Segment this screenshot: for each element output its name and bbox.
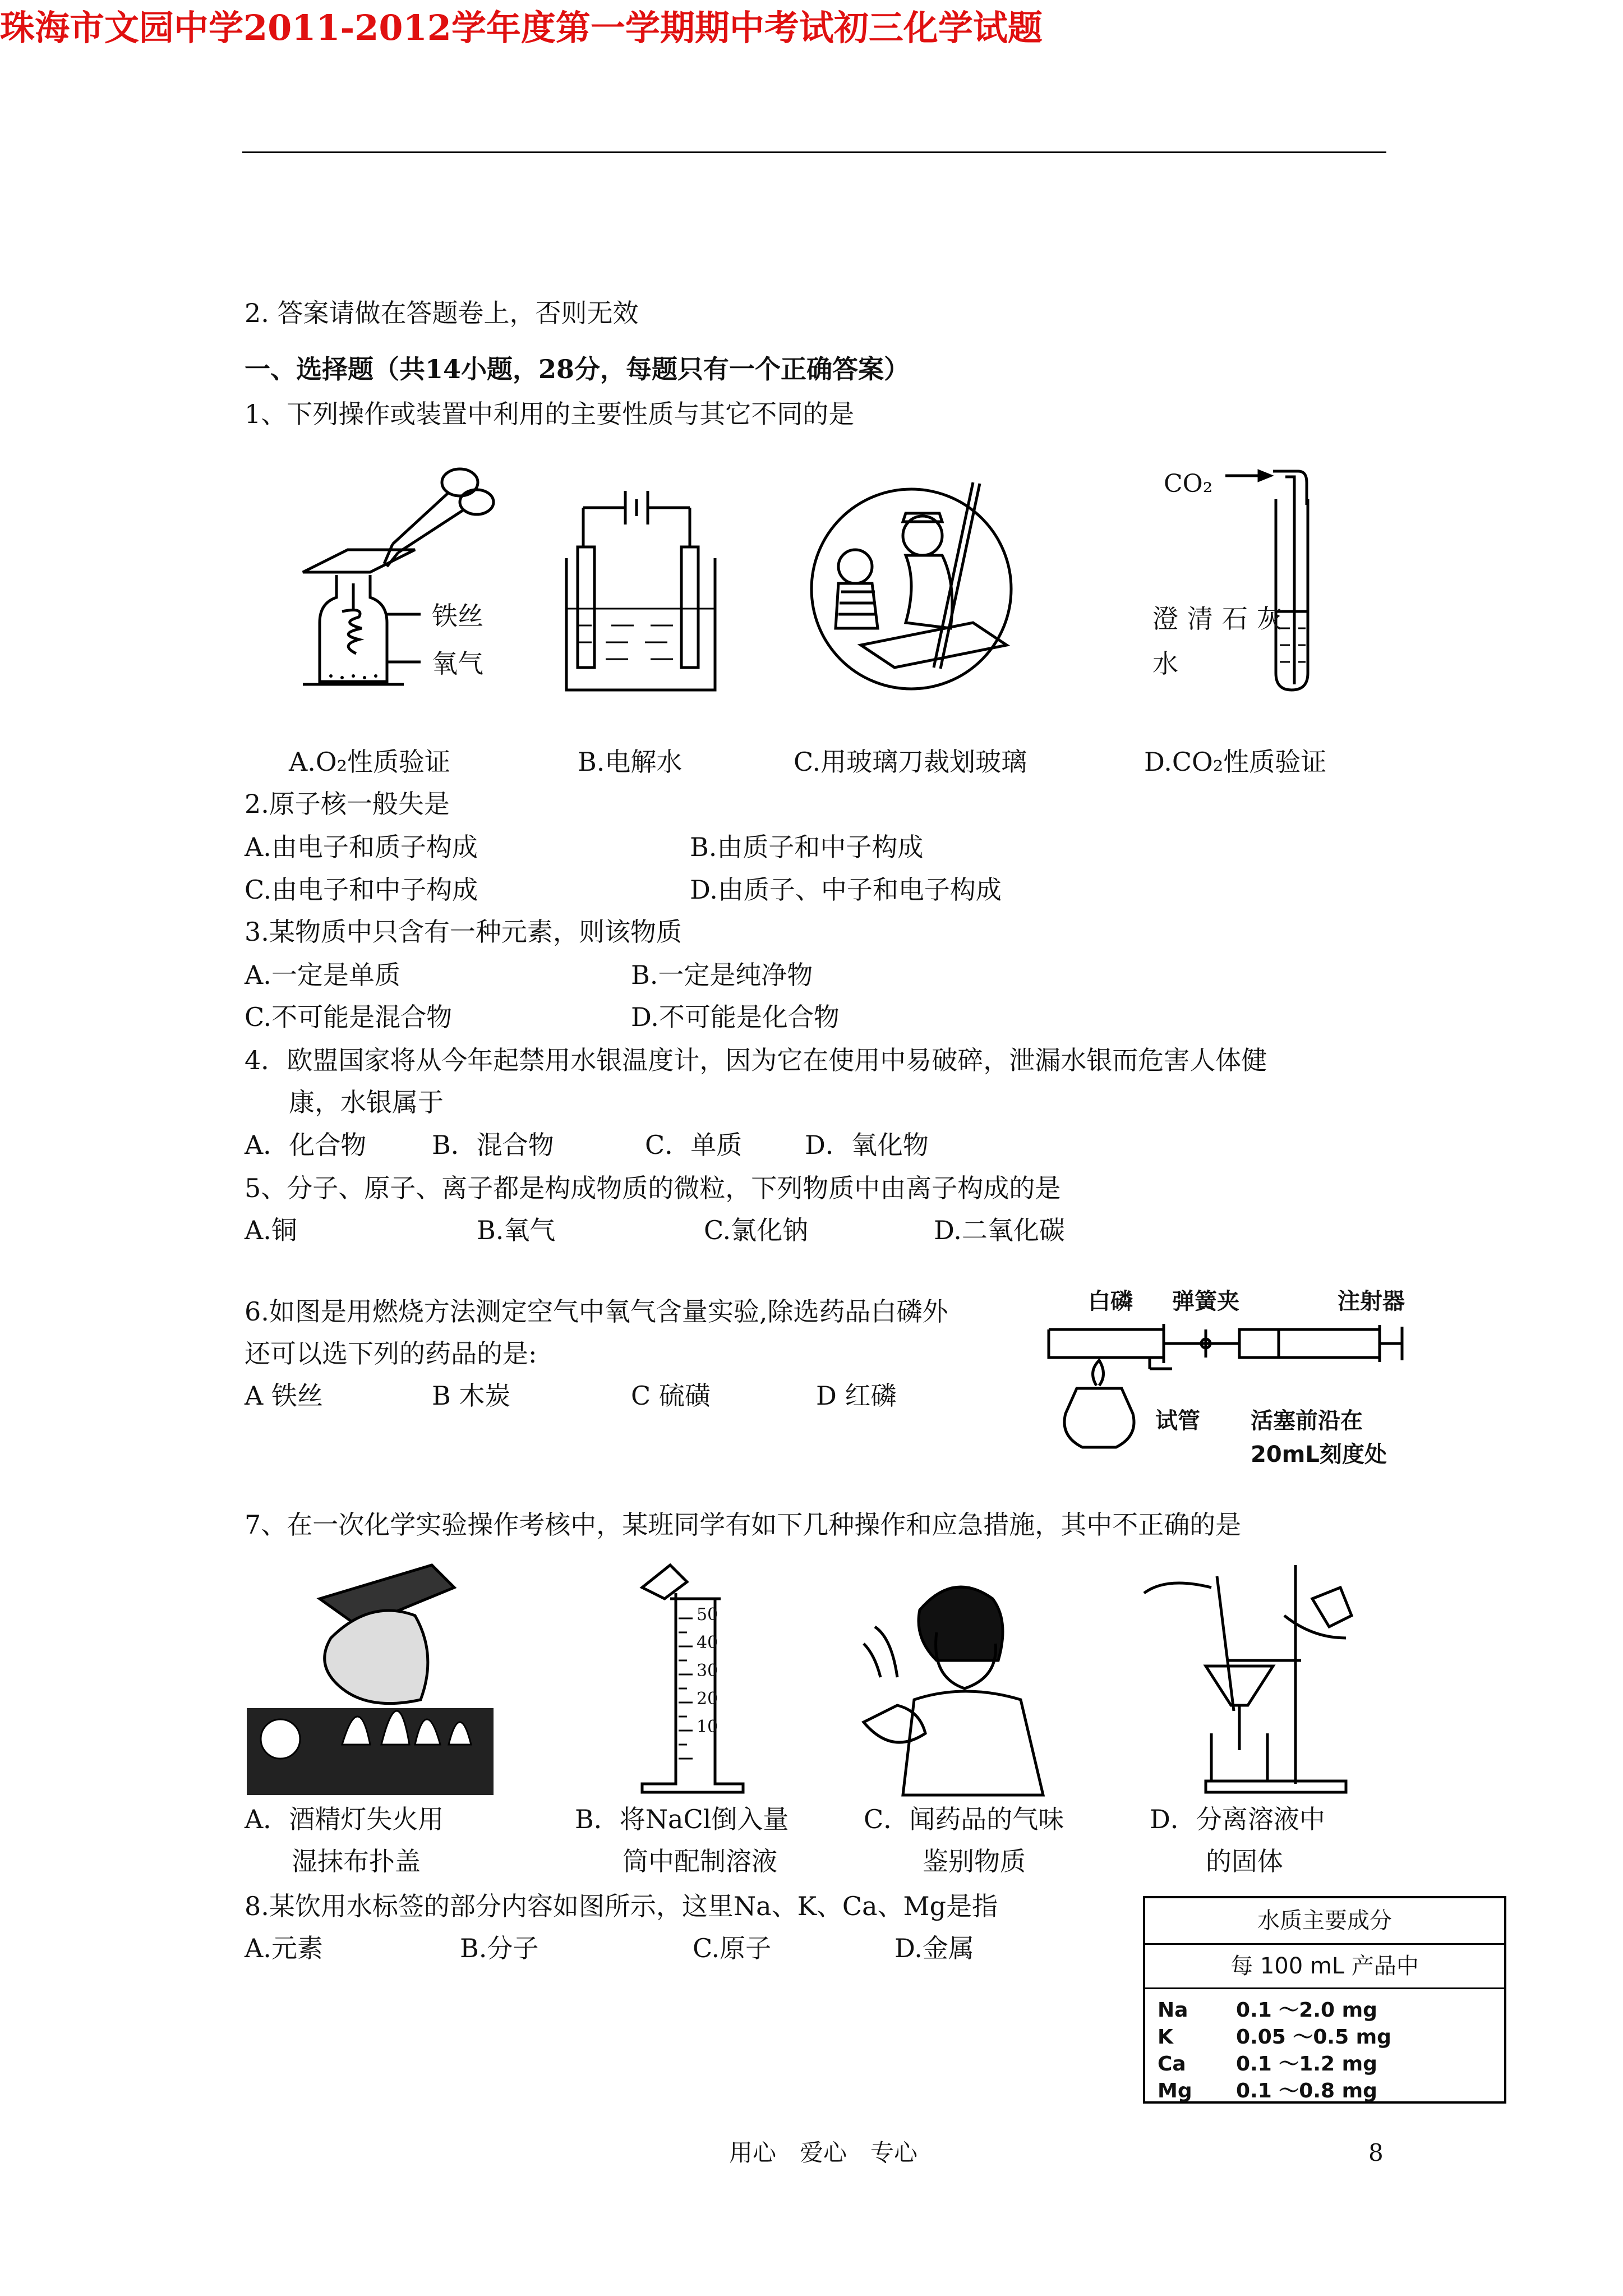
figure-graduated-cylinder bbox=[631, 1565, 760, 1795]
question-2-stem: 2.原子核一般失是 bbox=[245, 789, 450, 819]
water-label-subheading: 每 100 mL 产品中 bbox=[1145, 1945, 1504, 1989]
question-7-stem: 7、在一次化学实验操作考核中，某班同学有如下几种操作和应急措施，其中不正确的是 bbox=[245, 1510, 1242, 1540]
element-amount: 0.1 ～1.2 mg bbox=[1236, 2053, 1377, 2076]
figure-boy-smelling bbox=[852, 1565, 1066, 1795]
water-label-row bbox=[1145, 2078, 1504, 2105]
q7-option-c-line1: C．闻药品的气味 bbox=[864, 1804, 1064, 1834]
page-number: 8 bbox=[1368, 2139, 1384, 2166]
fig-label-iron-wire: 铁丝 bbox=[432, 601, 483, 631]
water-label-row bbox=[1145, 2051, 1504, 2078]
q4-option-a: A．化合物 bbox=[245, 1130, 367, 1160]
q4-option-b: B．混合物 bbox=[432, 1130, 554, 1160]
water-quality-label bbox=[1143, 1896, 1506, 2104]
q6-option-a: A 铁丝 bbox=[245, 1381, 323, 1411]
q7-option-c-line2: 鉴别物质 bbox=[923, 1846, 1026, 1876]
q2-option-d: D.由质子、中子和电子构成 bbox=[690, 875, 1002, 905]
q6-option-b: B 木炭 bbox=[432, 1381, 511, 1411]
question-1-stem: 1、下列操作或装置中利用的主要性质与其它不同的是 bbox=[245, 399, 855, 429]
q7-option-b-line1: B．将NaCl倒入量 bbox=[575, 1804, 789, 1834]
element-amount: 0.05 ～0.5 mg bbox=[1236, 2026, 1391, 2049]
question-4-stem-2: 康，水银属于 bbox=[289, 1087, 444, 1117]
figure-filtration bbox=[1144, 1565, 1357, 1795]
q8-option-b: B.分子 bbox=[460, 1933, 539, 1963]
q3-option-b: B.一定是纯净物 bbox=[631, 960, 813, 990]
fig-label-piston-2: 20mL刻度处 bbox=[1251, 1442, 1387, 1467]
fig-label-co2: CO₂ bbox=[1164, 470, 1213, 498]
fig-label-limewater-1: 澄清石灰 bbox=[1152, 604, 1292, 634]
q5-option-c: C.氯化钠 bbox=[704, 1215, 809, 1245]
q8-option-c: C.原子 bbox=[693, 1933, 772, 1963]
q3-option-d: D.不可能是化合物 bbox=[631, 1002, 840, 1032]
fig-label-syringe: 注射器 bbox=[1338, 1289, 1405, 1314]
q2-option-c: C.由电子和中子构成 bbox=[245, 875, 478, 905]
fig-label-spring-clamp: 弹簧夹 bbox=[1172, 1289, 1239, 1314]
section-heading: 一、选择题（共14小题，28分，每题只有一个正确答案） bbox=[245, 354, 910, 384]
fig-label-oxygen: 氧气 bbox=[432, 648, 483, 679]
q5-option-a: A.铜 bbox=[245, 1215, 297, 1245]
q5-option-b: B.氧气 bbox=[477, 1215, 556, 1245]
q2-option-a: A.由电子和质子构成 bbox=[245, 832, 478, 862]
q7-option-b-line2: 筒中配制溶液 bbox=[623, 1846, 777, 1876]
element-amount: 0.1 ～0.8 mg bbox=[1236, 2079, 1377, 2102]
question-4-stem-1: 4．欧盟国家将从今年起禁用水银温度计，因为它在使用中易破碎，泄漏水银而危害人体健 bbox=[245, 1045, 1267, 1075]
q8-option-a: A.元素 bbox=[245, 1933, 323, 1963]
q1-option-d: D.CO₂性质验证 bbox=[1144, 747, 1327, 777]
q2-option-b: B.由质子和中子构成 bbox=[690, 832, 924, 862]
figure-electrolysis bbox=[561, 474, 723, 698]
question-3-stem: 3.某物质中只含有一种元素，则该物质 bbox=[245, 917, 682, 947]
question-6-stem-2: 还可以选下列的药品的是: bbox=[245, 1338, 537, 1369]
q4-option-c: C．单质 bbox=[645, 1130, 743, 1160]
figure-glass-cutting bbox=[805, 482, 1018, 696]
figure-lamp-fire-cloth bbox=[247, 1565, 494, 1795]
question-8-stem: 8.某饮用水标签的部分内容如图所示，这里Na、K、Ca、Mg是指 bbox=[245, 1891, 998, 1921]
q6-option-c: C 硫磺 bbox=[631, 1381, 711, 1411]
fig-label-piston-1: 活塞前沿在 bbox=[1251, 1408, 1363, 1434]
note: 2. 答案请做在答题卷上，否则无效 bbox=[245, 298, 639, 328]
q4-option-d: D．氧化物 bbox=[805, 1130, 929, 1160]
cylinder-tick-30: 30 bbox=[697, 1661, 718, 1681]
q5-option-d: D.二氧化碳 bbox=[934, 1215, 1065, 1245]
water-label-row bbox=[1145, 1997, 1504, 2024]
cylinder-tick-20: 20 bbox=[697, 1689, 718, 1709]
q7-option-d-line2: 的固体 bbox=[1206, 1846, 1283, 1876]
question-6-stem-1: 6.如图是用燃烧方法测定空气中氧气含量实验,除选药品白磷外 bbox=[245, 1296, 948, 1327]
page-title: 珠海市文园中学2011-2012学年度第一学期期中考试初三化学试题 bbox=[0, 7, 1043, 48]
q1-option-c: C.用玻璃刀裁划玻璃 bbox=[794, 747, 1027, 777]
q8-option-d: D.金属 bbox=[895, 1933, 974, 1963]
header-rule bbox=[242, 151, 1386, 153]
q1-option-a: A.O₂性质验证 bbox=[289, 747, 450, 777]
element-symbol: K bbox=[1158, 2026, 1173, 2049]
q6-option-d: D 红磷 bbox=[816, 1381, 897, 1411]
footer-motto: 用心 爱心 专心 bbox=[729, 2139, 918, 2166]
water-label-row bbox=[1145, 2024, 1504, 2051]
element-amount: 0.1 ～2.0 mg bbox=[1236, 1999, 1377, 2022]
q3-option-a: A.一定是单质 bbox=[245, 960, 400, 990]
q7-option-d-line1: D．分离溶液中 bbox=[1150, 1804, 1325, 1834]
q1-option-b: B.电解水 bbox=[578, 747, 683, 777]
fig-label-test-tube: 试管 bbox=[1155, 1408, 1200, 1434]
fig-label-white-phosphorus: 白磷 bbox=[1088, 1289, 1133, 1314]
element-symbol: Ca bbox=[1158, 2053, 1186, 2076]
fig-label-limewater-2: 水 bbox=[1152, 648, 1178, 679]
element-symbol: Mg bbox=[1158, 2079, 1192, 2102]
element-symbol: Na bbox=[1158, 1999, 1188, 2022]
q3-option-c: C.不可能是混合物 bbox=[245, 1002, 453, 1032]
cylinder-tick-40: 40 bbox=[697, 1633, 718, 1653]
cylinder-tick-10: 10 bbox=[697, 1717, 718, 1737]
q7-option-a-line1: A．酒精灯失火用 bbox=[245, 1804, 444, 1834]
q7-option-a-line2: 湿抹布扑盖 bbox=[292, 1846, 421, 1876]
question-5-stem: 5、分子、原子、离子都是构成物质的微粒，下列物质中由离子构成的是 bbox=[245, 1173, 1061, 1203]
water-label-heading: 水质主要成分 bbox=[1145, 1898, 1504, 1945]
cylinder-tick-50: 50 bbox=[697, 1605, 718, 1625]
